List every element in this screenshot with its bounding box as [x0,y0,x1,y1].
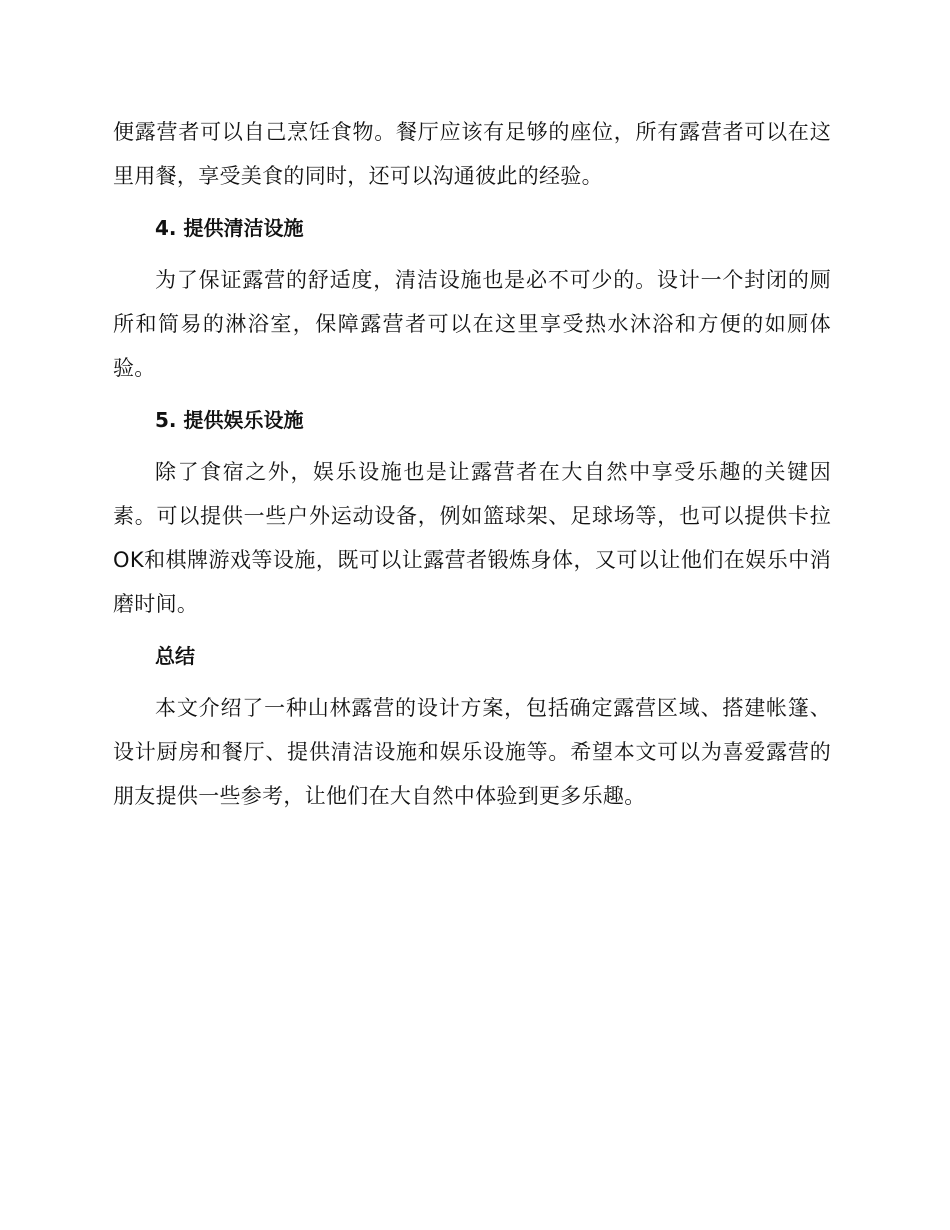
section-5-heading: 5. 提供娱乐设施 [155,408,304,432]
summary-paragraph: 本文介绍了一种山林露营的设计方案，包括确定露营区域、搭建帐篷、设计厨房和餐厅、提供清洁设施和娱乐设施等。希望本文可以为喜爱露营的朋友提供一些参考，让他们在大自然中体验到更多乐趣。 [113,696,831,808]
continuation-paragraph: 便露营者可以自己烹饪食物。餐厅应该有足够的座位，所有露营者可以在这里用餐，享受美食的同时，还可以沟通彼此的经验。 [113,120,831,188]
section-4-paragraph: 为了保证露营的舒适度，清洁设施也是必不可少的。设计一个封闭的厕所和简易的淋浴室，保障露营者可以在这里享受热水沐浴和方便的如厕体验。 [113,268,831,380]
section-4-heading: 4. 提供清洁设施 [155,216,304,240]
document-page [113,110,831,818]
summary-heading: 总结 [155,644,195,668]
section-5-paragraph: 除了食宿之外，娱乐设施也是让露营者在大自然中享受乐趣的关键因素。可以提供一些户外运动设备，例如篮球架、足球场等，也可以提供卡拉OK和棋牌游戏等设施，既可以让露营者锻炼身体，又可以让他们在娱乐中消磨时间。 [113,460,831,616]
